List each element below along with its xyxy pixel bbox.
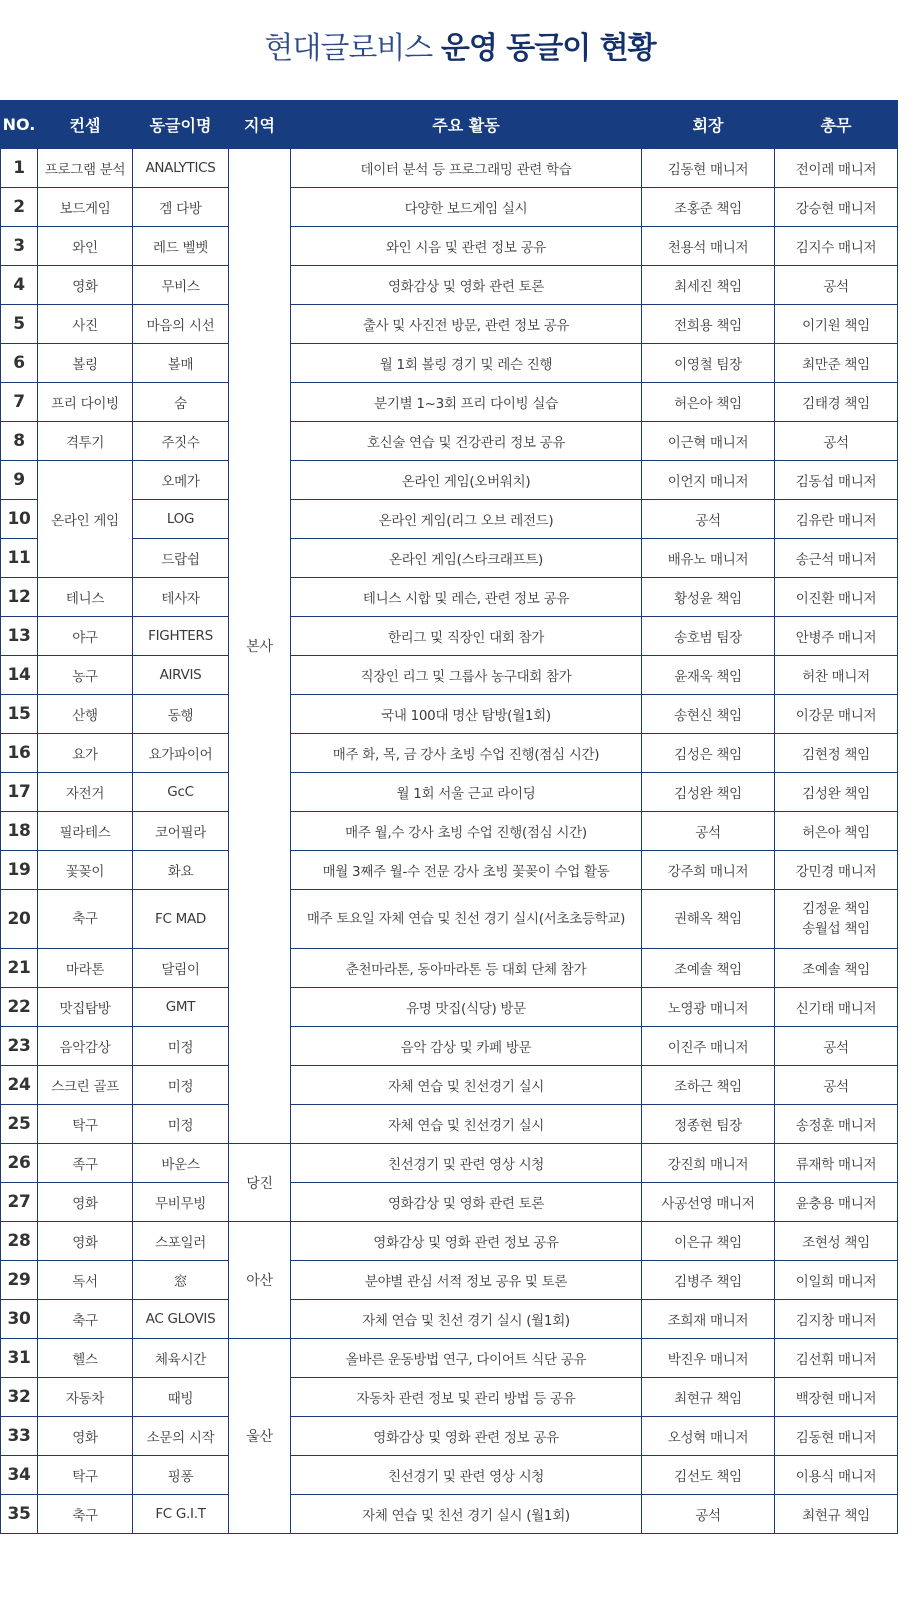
cell-concept: 마라톤 xyxy=(38,949,133,988)
cell-name: 때빙 xyxy=(133,1378,229,1417)
cell-secretary xyxy=(775,656,898,695)
secretary-name: 공석 xyxy=(823,279,849,295)
cell-activity: 자체 연습 및 친선 경기 실시 (월1회) xyxy=(291,1495,642,1534)
cell-concept: 맛집탐방 xyxy=(38,988,133,1027)
secretary-name: 김동섭 매니저 xyxy=(795,474,877,490)
secretary-name: 전이레 매니저 xyxy=(795,162,877,178)
cell-president: 공석 xyxy=(642,1495,775,1534)
cell-president: 최현규 책임 xyxy=(642,1378,775,1417)
cell-secretary xyxy=(775,500,898,539)
cell-name: 窓 xyxy=(133,1261,229,1300)
cell-secretary xyxy=(775,773,898,812)
cell-president: 김선도 책임 xyxy=(642,1456,775,1495)
cell-concept: 자전거 xyxy=(38,773,133,812)
cell-secretary xyxy=(775,149,898,188)
table-row xyxy=(1,851,898,890)
secretary-name-2: 송월섭 책임 xyxy=(802,921,870,937)
cell-activity: 춘천마라톤, 동아마라톤 등 대회 단체 참가 xyxy=(291,949,642,988)
cell-name: GMT xyxy=(133,988,229,1027)
cell-concept: 영화 xyxy=(38,1417,133,1456)
cell-no: 31 xyxy=(1,1339,38,1378)
cell-name: 테사자 xyxy=(133,578,229,617)
cell-name: 주짓수 xyxy=(133,422,229,461)
cell-concept: 야구 xyxy=(38,617,133,656)
secretary-name: 김정윤 책임 xyxy=(802,901,870,917)
cell-president: 이언지 매니저 xyxy=(642,461,775,500)
table-row xyxy=(1,305,898,344)
cell-activity: 데이터 분석 등 프로그래밍 관련 학습 xyxy=(291,149,642,188)
table-row xyxy=(1,1339,898,1378)
cell-activity: 올바른 운동방법 연구, 다이어트 식단 공유 xyxy=(291,1339,642,1378)
table-row xyxy=(1,1261,898,1300)
cell-no: 35 xyxy=(1,1495,38,1534)
cell-activity: 자동차 관련 정보 및 관리 방법 등 공유 xyxy=(291,1378,642,1417)
cell-president: 천용석 매니저 xyxy=(642,227,775,266)
cell-president: 박진우 매니저 xyxy=(642,1339,775,1378)
cell-name: 요가파이어 xyxy=(133,734,229,773)
cell-activity: 친선경기 및 관련 영상 시청 xyxy=(291,1456,642,1495)
cell-president: 배유노 매니저 xyxy=(642,539,775,578)
cell-name: FIGHTERS xyxy=(133,617,229,656)
cell-activity: 테니스 시합 및 레슨, 관련 정보 공유 xyxy=(291,578,642,617)
cell-no: 6 xyxy=(1,344,38,383)
cell-name: 무비무빙 xyxy=(133,1183,229,1222)
table-row xyxy=(1,461,898,500)
cell-secretary xyxy=(775,695,898,734)
table-row xyxy=(1,1495,898,1534)
cell-president: 김성완 책임 xyxy=(642,773,775,812)
cell-no: 34 xyxy=(1,1456,38,1495)
cell-no: 9 xyxy=(1,461,38,500)
cell-no: 20 xyxy=(1,890,38,949)
cell-name: 스포일러 xyxy=(133,1222,229,1261)
secretary-name: 이진환 매니저 xyxy=(795,591,877,607)
secretary-name: 김선휘 매니저 xyxy=(795,1352,877,1368)
cell-name: 소문의 시작 xyxy=(133,1417,229,1456)
cell-secretary xyxy=(775,1339,898,1378)
secretary-name: 김지수 매니저 xyxy=(795,240,877,256)
cell-concept: 영화 xyxy=(38,266,133,305)
cell-secretary xyxy=(775,1105,898,1144)
cell-activity: 한리그 및 직장인 대회 참가 xyxy=(291,617,642,656)
cell-name: 미정 xyxy=(133,1027,229,1066)
table-row xyxy=(1,890,898,949)
cell-name: 겜 다방 xyxy=(133,188,229,227)
cell-name: ANALYTICS xyxy=(133,149,229,188)
table-header-row xyxy=(1,101,898,149)
secretary-name: 김동현 매니저 xyxy=(795,1430,877,1446)
cell-secretary xyxy=(775,1222,898,1261)
secretary-name: 송정훈 매니저 xyxy=(795,1118,877,1134)
cell-concept: 프로그램 분석 xyxy=(38,149,133,188)
cell-concept: 테니스 xyxy=(38,578,133,617)
cell-secretary xyxy=(775,266,898,305)
table-row xyxy=(1,1105,898,1144)
cell-secretary xyxy=(775,890,898,949)
secretary-name: 조현성 책임 xyxy=(802,1235,870,1251)
cell-no: 30 xyxy=(1,1300,38,1339)
cell-president: 이근혁 매니저 xyxy=(642,422,775,461)
cell-name: AIRVIS xyxy=(133,656,229,695)
cell-concept: 축구 xyxy=(38,1300,133,1339)
cell-name: 볼매 xyxy=(133,344,229,383)
table-row xyxy=(1,1417,898,1456)
cell-activity: 영화감상 및 영화 관련 정보 공유 xyxy=(291,1417,642,1456)
cell-secretary xyxy=(775,1378,898,1417)
secretary-name: 안병주 매니저 xyxy=(795,630,877,646)
cell-activity: 자체 연습 및 친선경기 실시 xyxy=(291,1105,642,1144)
cell-activity: 분야별 관심 서적 정보 공유 및 토론 xyxy=(291,1261,642,1300)
table-row xyxy=(1,266,898,305)
cell-president: 이진주 매니저 xyxy=(642,1027,775,1066)
cell-activity: 매주 월,수 강사 초빙 수업 진행(점심 시간) xyxy=(291,812,642,851)
cell-activity: 호신술 연습 및 건강관리 정보 공유 xyxy=(291,422,642,461)
secretary-name: 백장현 매니저 xyxy=(795,1391,877,1407)
cell-no: 17 xyxy=(1,773,38,812)
cell-no: 1 xyxy=(1,149,38,188)
cell-concept: 꽃꽂이 xyxy=(38,851,133,890)
cell-concept: 요가 xyxy=(38,734,133,773)
header-region: 지역 xyxy=(229,101,291,149)
cell-name: GcC xyxy=(133,773,229,812)
cell-concept: 보드게임 xyxy=(38,188,133,227)
cell-secretary xyxy=(775,617,898,656)
cell-no: 11 xyxy=(1,539,38,578)
table-row xyxy=(1,1144,898,1183)
table-row xyxy=(1,1378,898,1417)
cell-concept: 독서 xyxy=(38,1261,133,1300)
cell-secretary xyxy=(775,1495,898,1534)
secretary-name: 강승현 매니저 xyxy=(795,201,877,217)
cell-president: 조홍준 책임 xyxy=(642,188,775,227)
cell-name: LOG xyxy=(133,500,229,539)
cell-secretary xyxy=(775,1066,898,1105)
cell-no: 26 xyxy=(1,1144,38,1183)
cell-activity: 자체 연습 및 친선 경기 실시 (월1회) xyxy=(291,1300,642,1339)
cell-name: 마음의 시선 xyxy=(133,305,229,344)
page-title xyxy=(0,0,920,100)
cell-president: 전희용 책임 xyxy=(642,305,775,344)
cell-secretary xyxy=(775,949,898,988)
cell-president: 조하근 책임 xyxy=(642,1066,775,1105)
cell-concept: 족구 xyxy=(38,1144,133,1183)
cell-activity: 매주 토요일 자체 연습 및 친선 경기 실시(서초초등학교) xyxy=(291,890,642,949)
cell-name: FC MAD xyxy=(133,890,229,949)
cell-no: 4 xyxy=(1,266,38,305)
cell-no: 3 xyxy=(1,227,38,266)
cell-concept: 와인 xyxy=(38,227,133,266)
header-activity: 주요 활동 xyxy=(291,101,642,149)
cell-no: 2 xyxy=(1,188,38,227)
cell-name: FC G.I.T xyxy=(133,1495,229,1534)
cell-secretary xyxy=(775,1144,898,1183)
cell-president: 오성혁 매니저 xyxy=(642,1417,775,1456)
table-row xyxy=(1,812,898,851)
header-name: 동글이명 xyxy=(133,101,229,149)
cell-region: 당진 xyxy=(229,1144,291,1222)
cell-president: 송호범 팀장 xyxy=(642,617,775,656)
header-secretary: 총무 xyxy=(775,101,898,149)
cell-concept: 축구 xyxy=(38,1495,133,1534)
cell-name: 오메가 xyxy=(133,461,229,500)
cell-secretary xyxy=(775,1183,898,1222)
secretary-name: 김현정 책임 xyxy=(802,747,870,763)
cell-secretary xyxy=(775,851,898,890)
cell-no: 14 xyxy=(1,656,38,695)
cell-president: 정종현 팀장 xyxy=(642,1105,775,1144)
cell-concept: 볼링 xyxy=(38,344,133,383)
table-row xyxy=(1,344,898,383)
cell-secretary xyxy=(775,1261,898,1300)
cell-secretary xyxy=(775,461,898,500)
cell-name: 화요 xyxy=(133,851,229,890)
cell-activity: 직장인 리그 및 그룹사 농구대회 참가 xyxy=(291,656,642,695)
cell-name: 핑퐁 xyxy=(133,1456,229,1495)
cell-no: 21 xyxy=(1,949,38,988)
cell-no: 16 xyxy=(1,734,38,773)
table-row xyxy=(1,617,898,656)
cell-concept: 탁구 xyxy=(38,1105,133,1144)
cell-no: 23 xyxy=(1,1027,38,1066)
cell-activity: 유명 맛집(식당) 방문 xyxy=(291,988,642,1027)
cell-secretary xyxy=(775,305,898,344)
cell-president: 김병주 책임 xyxy=(642,1261,775,1300)
table-row xyxy=(1,1222,898,1261)
cell-president: 공석 xyxy=(642,812,775,851)
cell-president: 조예솔 책임 xyxy=(642,949,775,988)
cell-concept: 산행 xyxy=(38,695,133,734)
secretary-name: 공석 xyxy=(823,1079,849,1095)
cell-activity: 다양한 보드게임 실시 xyxy=(291,188,642,227)
cell-president: 사공선영 매니저 xyxy=(642,1183,775,1222)
cell-no: 24 xyxy=(1,1066,38,1105)
cell-president: 황성윤 책임 xyxy=(642,578,775,617)
cell-secretary xyxy=(775,1027,898,1066)
cell-concept: 온라인 게임 xyxy=(38,461,133,578)
cell-secretary xyxy=(775,383,898,422)
secretary-name: 류재학 매니저 xyxy=(795,1157,877,1173)
cell-concept: 필라테스 xyxy=(38,812,133,851)
cell-region: 본사 xyxy=(229,149,291,1144)
table-row xyxy=(1,773,898,812)
cell-president: 이영철 팀장 xyxy=(642,344,775,383)
cell-concept: 사진 xyxy=(38,305,133,344)
cell-no: 28 xyxy=(1,1222,38,1261)
cell-president: 윤재욱 책임 xyxy=(642,656,775,695)
cell-concept: 스크린 골프 xyxy=(38,1066,133,1105)
secretary-name: 조예솔 책임 xyxy=(802,962,870,978)
cell-secretary xyxy=(775,539,898,578)
table-row xyxy=(1,988,898,1027)
table-row xyxy=(1,734,898,773)
secretary-name: 최만준 책임 xyxy=(802,357,870,373)
table-row xyxy=(1,227,898,266)
cell-concept: 자동차 xyxy=(38,1378,133,1417)
cell-no: 5 xyxy=(1,305,38,344)
cell-region: 아산 xyxy=(229,1222,291,1339)
header-no: NO. xyxy=(1,101,38,149)
title-main: 운영 동글이 현황 xyxy=(440,31,656,66)
cell-name: 숨 xyxy=(133,383,229,422)
table-row xyxy=(1,539,898,578)
secretary-name: 김성완 책임 xyxy=(802,786,870,802)
cell-activity: 영화감상 및 영화 관련 정보 공유 xyxy=(291,1222,642,1261)
table-row xyxy=(1,1027,898,1066)
secretary-name: 김지창 매니저 xyxy=(795,1313,877,1329)
cell-secretary xyxy=(775,988,898,1027)
table-row xyxy=(1,695,898,734)
cell-activity: 매주 화, 목, 금 강사 초빙 수업 진행(점심 시간) xyxy=(291,734,642,773)
cell-president: 강진희 매니저 xyxy=(642,1144,775,1183)
cell-no: 15 xyxy=(1,695,38,734)
secretary-name: 김태경 책임 xyxy=(802,396,870,412)
cell-concept: 영화 xyxy=(38,1183,133,1222)
cell-name: 무비스 xyxy=(133,266,229,305)
cell-president: 공석 xyxy=(642,500,775,539)
cell-secretary xyxy=(775,734,898,773)
header-concept: 컨셉 xyxy=(38,101,133,149)
cell-activity: 온라인 게임(스타크래프트) xyxy=(291,539,642,578)
table-body xyxy=(1,149,898,1534)
secretary-name: 윤충용 매니저 xyxy=(795,1196,877,1212)
cell-president: 권해옥 책임 xyxy=(642,890,775,949)
cell-secretary xyxy=(775,1456,898,1495)
table-row xyxy=(1,1456,898,1495)
cell-activity: 친선경기 및 관련 영상 시청 xyxy=(291,1144,642,1183)
cell-concept: 농구 xyxy=(38,656,133,695)
secretary-name: 신기태 매니저 xyxy=(795,1001,877,1017)
table-row xyxy=(1,1300,898,1339)
table-row xyxy=(1,500,898,539)
secretary-name: 공석 xyxy=(823,435,849,451)
secretary-name: 이기원 책임 xyxy=(802,318,870,334)
cell-activity: 영화감상 및 영화 관련 토론 xyxy=(291,1183,642,1222)
cell-activity: 분기별 1~3회 프리 다이빙 실습 xyxy=(291,383,642,422)
cell-concept: 격투기 xyxy=(38,422,133,461)
cell-secretary xyxy=(775,227,898,266)
secretary-name: 이용식 매니저 xyxy=(795,1469,877,1485)
cell-president: 이은규 책임 xyxy=(642,1222,775,1261)
cell-name: 코어필라 xyxy=(133,812,229,851)
cell-president: 조희재 매니저 xyxy=(642,1300,775,1339)
cell-no: 27 xyxy=(1,1183,38,1222)
secretary-name: 허찬 매니저 xyxy=(802,669,870,685)
cell-no: 29 xyxy=(1,1261,38,1300)
secretary-name: 이강문 매니저 xyxy=(795,708,877,724)
secretary-name: 이일희 매니저 xyxy=(795,1274,877,1290)
cell-name: 체육시간 xyxy=(133,1339,229,1378)
cell-secretary xyxy=(775,1300,898,1339)
cell-concept: 탁구 xyxy=(38,1456,133,1495)
cell-president: 김동현 매니저 xyxy=(642,149,775,188)
cell-secretary xyxy=(775,344,898,383)
cell-activity: 자체 연습 및 친선경기 실시 xyxy=(291,1066,642,1105)
cell-activity: 월 1회 서울 근교 라이딩 xyxy=(291,773,642,812)
table-row xyxy=(1,422,898,461)
cell-name: 바운스 xyxy=(133,1144,229,1183)
header-president: 회장 xyxy=(642,101,775,149)
cell-activity: 온라인 게임(오버워치) xyxy=(291,461,642,500)
cell-concept: 음악감상 xyxy=(38,1027,133,1066)
table-row xyxy=(1,1066,898,1105)
cell-no: 25 xyxy=(1,1105,38,1144)
secretary-name: 공석 xyxy=(823,1040,849,1056)
cell-concept: 영화 xyxy=(38,1222,133,1261)
cell-president: 노영광 매니저 xyxy=(642,988,775,1027)
secretary-name: 강민경 매니저 xyxy=(795,864,877,880)
cell-name: AC GLOVIS xyxy=(133,1300,229,1339)
cell-secretary xyxy=(775,812,898,851)
cell-concept: 프리 다이빙 xyxy=(38,383,133,422)
cell-president: 강주희 매니저 xyxy=(642,851,775,890)
cell-no: 18 xyxy=(1,812,38,851)
cell-president: 최세진 책임 xyxy=(642,266,775,305)
cell-president: 김성은 책임 xyxy=(642,734,775,773)
table-row xyxy=(1,383,898,422)
secretary-name: 송근석 매니저 xyxy=(795,552,877,568)
cell-concept: 축구 xyxy=(38,890,133,949)
cell-activity: 출사 및 사진전 방문, 관련 정보 공유 xyxy=(291,305,642,344)
table-row xyxy=(1,578,898,617)
cell-activity: 매월 3째주 월-수 전문 강사 초빙 꽃꽂이 수업 활동 xyxy=(291,851,642,890)
club-table xyxy=(0,100,898,1534)
cell-no: 13 xyxy=(1,617,38,656)
cell-secretary xyxy=(775,422,898,461)
cell-name: 드랍쉽 xyxy=(133,539,229,578)
cell-name: 동행 xyxy=(133,695,229,734)
cell-no: 10 xyxy=(1,500,38,539)
cell-activity: 영화감상 및 영화 관련 토론 xyxy=(291,266,642,305)
cell-name: 미정 xyxy=(133,1066,229,1105)
cell-activity: 온라인 게임(리그 오브 레전드) xyxy=(291,500,642,539)
table-row xyxy=(1,656,898,695)
cell-no: 19 xyxy=(1,851,38,890)
cell-secretary xyxy=(775,188,898,227)
cell-president: 송현신 책임 xyxy=(642,695,775,734)
cell-no: 22 xyxy=(1,988,38,1027)
table-row xyxy=(1,1183,898,1222)
cell-activity: 월 1회 볼링 경기 및 레슨 진행 xyxy=(291,344,642,383)
cell-activity: 와인 시음 및 관련 정보 공유 xyxy=(291,227,642,266)
secretary-name: 허은아 책임 xyxy=(802,825,870,841)
cell-activity: 국내 100대 명산 탐방(월1회) xyxy=(291,695,642,734)
cell-secretary xyxy=(775,578,898,617)
cell-name: 레드 벨벳 xyxy=(133,227,229,266)
cell-no: 12 xyxy=(1,578,38,617)
table-row xyxy=(1,188,898,227)
cell-no: 32 xyxy=(1,1378,38,1417)
table-row xyxy=(1,149,898,188)
table-row xyxy=(1,949,898,988)
title-company: 현대글로비스 xyxy=(264,31,433,66)
cell-name: 달림이 xyxy=(133,949,229,988)
cell-concept: 헬스 xyxy=(38,1339,133,1378)
cell-no: 7 xyxy=(1,383,38,422)
secretary-name: 최현규 책임 xyxy=(802,1508,870,1524)
cell-no: 8 xyxy=(1,422,38,461)
cell-secretary xyxy=(775,1417,898,1456)
cell-president: 허은아 책임 xyxy=(642,383,775,422)
cell-activity: 음악 감상 및 카페 방문 xyxy=(291,1027,642,1066)
cell-no: 33 xyxy=(1,1417,38,1456)
cell-name: 미정 xyxy=(133,1105,229,1144)
secretary-name: 김유란 매니저 xyxy=(795,513,877,529)
cell-region: 울산 xyxy=(229,1339,291,1534)
